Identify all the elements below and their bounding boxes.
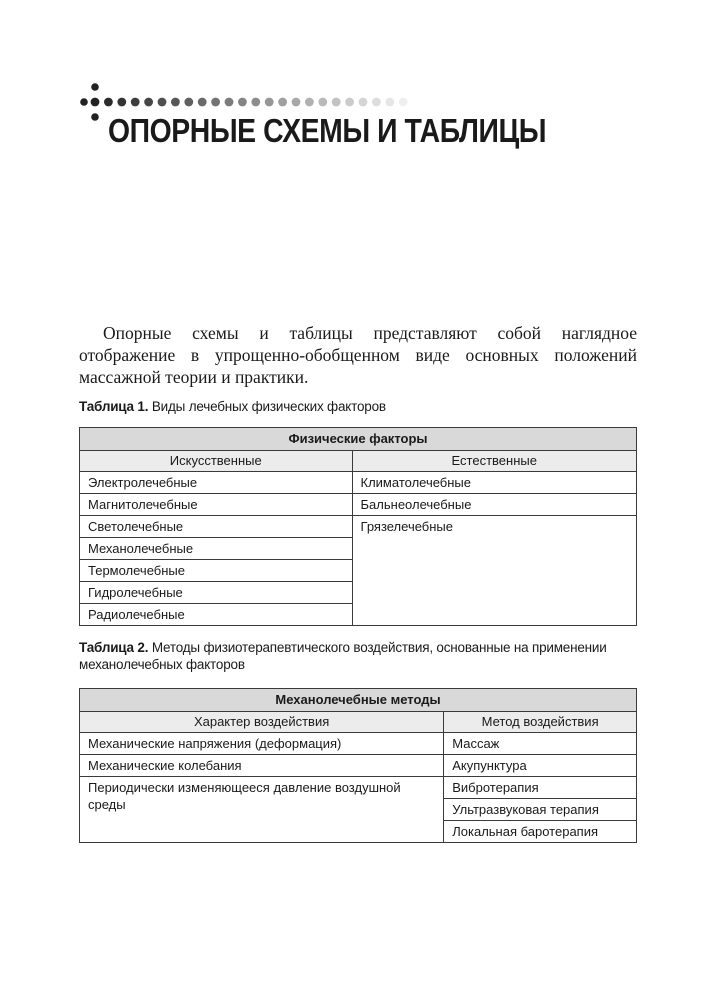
table1-cell: Светолечебные: [80, 516, 353, 538]
page-title: ОПОРНЫЕ СХЕМЫ И ТАБЛИЦЫ: [108, 112, 547, 149]
table2-cell: Массаж: [444, 733, 637, 755]
table1-cell: Механолечебные: [80, 538, 353, 560]
decorative-dot: [292, 98, 301, 107]
decorative-dot: [131, 98, 140, 107]
table1-cell: Грязелечебные: [352, 516, 636, 626]
decorative-dot: [318, 98, 327, 107]
table1-cell: Магнитолечебные: [80, 494, 353, 516]
decorative-dot: [399, 98, 408, 107]
decorative-dot: [171, 98, 180, 107]
decorative-dot: [91, 98, 100, 107]
decorative-dot: [80, 98, 88, 106]
table1-cell: Бальнеолечебные: [352, 494, 636, 516]
decorative-dot: [238, 98, 247, 107]
decorative-dot: [265, 98, 274, 107]
decorative-dot: [251, 98, 260, 107]
decorative-dot: [305, 98, 314, 107]
table1-column-header: Искусственные: [80, 451, 353, 472]
mechanotherapy-methods-table: [79, 688, 637, 843]
decorative-dot: [332, 98, 341, 107]
decorative-dot: [385, 98, 394, 107]
table2-cell: Механические колебания: [80, 755, 444, 777]
table1-cell: Гидролечебные: [80, 582, 353, 604]
decorative-dot: [278, 98, 287, 107]
table1-cell: Электролечебные: [80, 472, 353, 494]
table1-caption-label: Таблица 1.: [79, 399, 149, 414]
decorative-dot: [198, 98, 207, 107]
decorative-dot: [359, 98, 368, 107]
decorative-dot: [225, 98, 234, 107]
table2-cell: Локальная баротерапия: [444, 821, 637, 843]
decorative-dot: [104, 98, 113, 107]
table2-column-header: Характер воздействия: [80, 712, 444, 733]
table1-column-header: Естественные: [352, 451, 636, 472]
intro-paragraph: Опорные схемы и таблицы представляют собой наглядное отображение в упрощенно-обобщенном виде основных положений массажной теории и практики.: [79, 323, 637, 387]
decorative-dot: [144, 98, 153, 107]
decorative-dot: [372, 98, 381, 107]
table2-cell: Механические напряжения (деформация): [80, 733, 444, 755]
table1-caption-text: Виды лечебных физических факторов: [148, 399, 386, 414]
table1-cell: Климатолечебные: [352, 472, 636, 494]
decorative-dot: [117, 98, 126, 107]
table2-caption-label: Таблица 2.: [79, 640, 149, 655]
table1-cell: Термолечебные: [80, 560, 353, 582]
decorative-dot: [184, 98, 193, 107]
table2-header: Механолечебные методы: [80, 689, 637, 712]
table2-caption-text: Методы физиотерапевтического воздействия, основанные на применении механолечебных факторов: [79, 640, 607, 672]
table1-cell: Радиолечебные: [80, 604, 353, 626]
table2-cell: Акупунктура: [444, 755, 637, 777]
table2-caption: [79, 639, 639, 673]
table2-cell: Вибротерапия: [444, 777, 637, 799]
decorative-dot: [158, 98, 167, 107]
decorative-dot: [345, 98, 354, 107]
decorative-dot: [91, 113, 99, 121]
table2-column-header: Метод воздействия: [444, 712, 637, 733]
decorative-dots: [0, 0, 704, 130]
decorative-dot: [211, 98, 220, 107]
physical-factors-table: [79, 427, 637, 626]
table2-cell: Периодически изменяющееся давление воздушной среды: [80, 777, 444, 843]
decorative-dot: [91, 83, 99, 91]
table1-header: Физические факторы: [80, 428, 637, 451]
table1-caption: [79, 398, 639, 415]
table2-cell: Ультразвуковая терапия: [444, 799, 637, 821]
